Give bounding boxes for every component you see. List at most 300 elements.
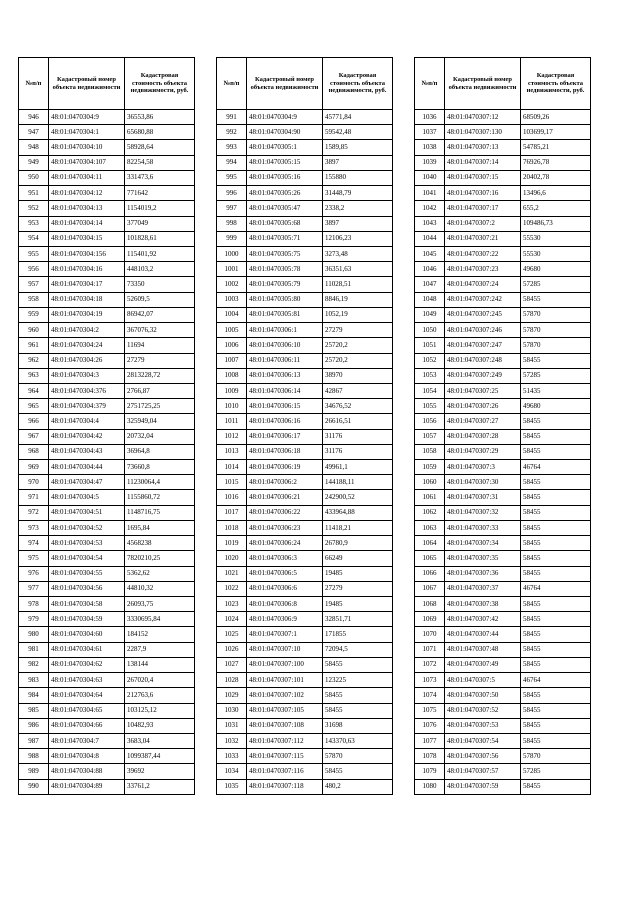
cadastral-number: 48:01:0470307:42 bbox=[445, 612, 521, 627]
cadastral-number: 48:01:0470304:18 bbox=[49, 292, 125, 307]
table-row bbox=[19, 429, 195, 444]
table-row bbox=[217, 688, 393, 703]
cadastral-value: 1154019,2 bbox=[125, 201, 195, 216]
row-number: 996 bbox=[217, 186, 247, 201]
cadastral-number: 48:01:0470304:43 bbox=[49, 444, 125, 459]
cadastral-number: 48:01:0470307:37 bbox=[445, 581, 521, 596]
cadastral-number: 48:01:0470306:16 bbox=[247, 414, 323, 429]
table-row bbox=[19, 155, 195, 170]
table-row bbox=[19, 353, 195, 368]
cadastral-number: 48:01:0470304:56 bbox=[49, 581, 125, 596]
cadastral-value: 3897 bbox=[323, 216, 393, 231]
cadastral-number: 48:01:0470307:57 bbox=[445, 764, 521, 779]
cadastral-value: 7820210,25 bbox=[125, 551, 195, 566]
cadastral-number: 48:01:0470306:5 bbox=[247, 566, 323, 581]
row-number: 967 bbox=[19, 429, 49, 444]
row-number: 1044 bbox=[415, 231, 445, 246]
cadastral-value: 20732,04 bbox=[125, 429, 195, 444]
table-row bbox=[217, 429, 393, 444]
cadastral-number: 48:01:0470307:59 bbox=[445, 779, 521, 794]
header-num: №п/п bbox=[19, 58, 49, 110]
cadastral-value: 46764 bbox=[521, 673, 591, 688]
cadastral-value: 57870 bbox=[521, 338, 591, 353]
cadastral-value: 34676,52 bbox=[323, 399, 393, 414]
row-number: 975 bbox=[19, 551, 49, 566]
row-number: 1069 bbox=[415, 612, 445, 627]
table-row bbox=[415, 231, 591, 246]
row-number: 1021 bbox=[217, 566, 247, 581]
cadastral-number: 48:01:0470307:24 bbox=[445, 277, 521, 292]
cadastral-number: 48:01:0470307:249 bbox=[445, 368, 521, 383]
row-number: 965 bbox=[19, 399, 49, 414]
cadastral-value: 73350 bbox=[125, 277, 195, 292]
cadastral-number: 48:01:0470306:9 bbox=[247, 612, 323, 627]
cadastral-value: 58455 bbox=[521, 779, 591, 794]
table-row bbox=[217, 231, 393, 246]
row-number: 982 bbox=[19, 657, 49, 672]
table-row bbox=[19, 216, 195, 231]
table-row bbox=[19, 383, 195, 398]
row-number: 949 bbox=[19, 155, 49, 170]
row-number: 1004 bbox=[217, 307, 247, 322]
cadastral-number: 48:01:0470304:156 bbox=[49, 246, 125, 261]
cadastral-value: 58455 bbox=[521, 536, 591, 551]
table-row bbox=[217, 170, 393, 185]
cadastral-number: 48:01:0470306:22 bbox=[247, 505, 323, 520]
cadastral-value: 433964,88 bbox=[323, 505, 393, 520]
cadastral-table-1 bbox=[18, 57, 195, 795]
table-row bbox=[19, 262, 195, 277]
table-row bbox=[415, 262, 591, 277]
row-number: 1070 bbox=[415, 627, 445, 642]
cadastral-value: 32851,71 bbox=[323, 612, 393, 627]
cadastral-number: 48:01:0470304:26 bbox=[49, 353, 125, 368]
table-row bbox=[217, 642, 393, 657]
table-row bbox=[217, 216, 393, 231]
row-number: 1059 bbox=[415, 460, 445, 475]
table-row bbox=[217, 597, 393, 612]
cadastral-value: 1099387,44 bbox=[125, 749, 195, 764]
cadastral-value: 68509,26 bbox=[521, 110, 591, 125]
cadastral-value: 52609,5 bbox=[125, 292, 195, 307]
row-number: 1007 bbox=[217, 353, 247, 368]
cadastral-value: 66249 bbox=[323, 551, 393, 566]
row-number: 956 bbox=[19, 262, 49, 277]
table-row bbox=[217, 718, 393, 733]
cadastral-value: 49961,1 bbox=[323, 460, 393, 475]
row-number: 1027 bbox=[217, 657, 247, 672]
cadastral-value: 3683,04 bbox=[125, 733, 195, 748]
table-row bbox=[415, 612, 591, 627]
cadastral-number: 48:01:0470304:379 bbox=[49, 399, 125, 414]
cadastral-number: 48:01:0470305:26 bbox=[247, 186, 323, 201]
table-row bbox=[19, 307, 195, 322]
cadastral-number: 48:01:0470304:4 bbox=[49, 414, 125, 429]
row-number: 1063 bbox=[415, 520, 445, 535]
table-row bbox=[217, 520, 393, 535]
cadastral-number: 48:01:0470304:88 bbox=[49, 764, 125, 779]
cadastral-number: 48:01:0470305:15 bbox=[247, 155, 323, 170]
cadastral-number: 48:01:0470306:23 bbox=[247, 520, 323, 535]
table-row bbox=[217, 399, 393, 414]
table-row bbox=[217, 536, 393, 551]
table-header-row bbox=[415, 58, 591, 110]
table-row bbox=[415, 353, 591, 368]
cadastral-number: 48:01:0470307:27 bbox=[445, 414, 521, 429]
row-number: 994 bbox=[217, 155, 247, 170]
cadastral-number: 48:01:0470307:21 bbox=[445, 231, 521, 246]
cadastral-value: 13496,6 bbox=[521, 186, 591, 201]
table-row bbox=[217, 779, 393, 794]
cadastral-number: 48:01:0470304:42 bbox=[49, 429, 125, 444]
cadastral-number: 48:01:0470304:19 bbox=[49, 307, 125, 322]
row-number: 968 bbox=[19, 444, 49, 459]
cadastral-value: 58455 bbox=[521, 505, 591, 520]
cadastral-number: 48:01:0470307:12 bbox=[445, 110, 521, 125]
row-number: 1043 bbox=[415, 216, 445, 231]
cadastral-number: 48:01:0470304:54 bbox=[49, 551, 125, 566]
cadastral-number: 48:01:0470305:81 bbox=[247, 307, 323, 322]
cadastral-value: 58455 bbox=[521, 566, 591, 581]
row-number: 951 bbox=[19, 186, 49, 201]
table-body bbox=[19, 110, 195, 795]
cadastral-value: 27279 bbox=[323, 323, 393, 338]
row-number: 990 bbox=[19, 779, 49, 794]
cadastral-number: 48:01:0470304:53 bbox=[49, 536, 125, 551]
table-row bbox=[415, 566, 591, 581]
cadastral-value: 44810,32 bbox=[125, 581, 195, 596]
cadastral-number: 48:01:0470305:71 bbox=[247, 231, 323, 246]
cadastral-number: 48:01:0470305:1 bbox=[247, 140, 323, 155]
row-number: 954 bbox=[19, 231, 49, 246]
cadastral-number: 48:01:0470304:90 bbox=[247, 125, 323, 140]
table-row bbox=[19, 505, 195, 520]
table-row bbox=[19, 292, 195, 307]
table-row bbox=[19, 414, 195, 429]
table-row bbox=[217, 733, 393, 748]
cadastral-value: 58455 bbox=[521, 597, 591, 612]
row-number: 1073 bbox=[415, 673, 445, 688]
cadastral-number: 48:01:0470304:51 bbox=[49, 505, 125, 520]
row-number: 1028 bbox=[217, 673, 247, 688]
table-row bbox=[415, 399, 591, 414]
cadastral-value: 143370,63 bbox=[323, 733, 393, 748]
row-number: 969 bbox=[19, 460, 49, 475]
row-number: 1049 bbox=[415, 307, 445, 322]
cadastral-value: 33761,2 bbox=[125, 779, 195, 794]
row-number: 957 bbox=[19, 277, 49, 292]
cadastral-number: 48:01:0470307:16 bbox=[445, 186, 521, 201]
table-row bbox=[19, 612, 195, 627]
table-row bbox=[19, 201, 195, 216]
row-number: 960 bbox=[19, 323, 49, 338]
row-number: 1060 bbox=[415, 475, 445, 490]
header-cadastral-value: Кадастровая стоимость объекта недвижимости, руб. bbox=[125, 58, 195, 110]
cadastral-value: 58455 bbox=[521, 612, 591, 627]
cadastral-number: 48:01:0470307:130 bbox=[445, 125, 521, 140]
cadastral-value: 72094,5 bbox=[323, 642, 393, 657]
table-row bbox=[217, 703, 393, 718]
cadastral-value: 58455 bbox=[521, 353, 591, 368]
header-cadastral-value: Кадастровая стоимость объекта недвижимости, руб. bbox=[323, 58, 393, 110]
cadastral-number: 48:01:0470307:34 bbox=[445, 536, 521, 551]
table-row bbox=[217, 323, 393, 338]
cadastral-value: 267020,4 bbox=[125, 673, 195, 688]
cadastral-number: 48:01:0470307:32 bbox=[445, 505, 521, 520]
header-cadastral-value: Кадастровая стоимость объекта недвижимости, руб. bbox=[521, 58, 591, 110]
cadastral-number: 48:01:0470306:8 bbox=[247, 597, 323, 612]
row-number: 1008 bbox=[217, 368, 247, 383]
cadastral-number: 48:01:0470307:26 bbox=[445, 399, 521, 414]
table-row bbox=[415, 642, 591, 657]
cadastral-number: 48:01:0470307:31 bbox=[445, 490, 521, 505]
cadastral-number: 48:01:0470307:50 bbox=[445, 688, 521, 703]
cadastral-value: 184152 bbox=[125, 627, 195, 642]
row-number: 1071 bbox=[415, 642, 445, 657]
row-number: 988 bbox=[19, 749, 49, 764]
row-number: 1011 bbox=[217, 414, 247, 429]
table-row bbox=[415, 779, 591, 794]
cadastral-number: 48:01:0470306:10 bbox=[247, 338, 323, 353]
row-number: 972 bbox=[19, 505, 49, 520]
cadastral-value: 367076,32 bbox=[125, 323, 195, 338]
row-number: 963 bbox=[19, 368, 49, 383]
row-number: 1024 bbox=[217, 612, 247, 627]
cadastral-value: 377049 bbox=[125, 216, 195, 231]
row-number: 1010 bbox=[217, 399, 247, 414]
row-number: 987 bbox=[19, 733, 49, 748]
cadastral-value: 57870 bbox=[521, 749, 591, 764]
cadastral-value: 10482,93 bbox=[125, 718, 195, 733]
table-row bbox=[217, 262, 393, 277]
cadastral-value: 36553,86 bbox=[125, 110, 195, 125]
table-row bbox=[217, 307, 393, 322]
cadastral-table-2 bbox=[216, 57, 393, 795]
table-row bbox=[415, 277, 591, 292]
table-row bbox=[415, 460, 591, 475]
table-row bbox=[19, 125, 195, 140]
row-number: 1020 bbox=[217, 551, 247, 566]
table-row bbox=[19, 460, 195, 475]
row-number: 961 bbox=[19, 338, 49, 353]
cadastral-number: 48:01:0470306:14 bbox=[247, 383, 323, 398]
cadastral-value: 58455 bbox=[521, 642, 591, 657]
cadastral-number: 48:01:0470307:36 bbox=[445, 566, 521, 581]
cadastral-value: 58455 bbox=[521, 551, 591, 566]
table-header-row bbox=[19, 58, 195, 110]
cadastral-number: 48:01:0470307:108 bbox=[247, 718, 323, 733]
cadastral-number: 48:01:0470306:3 bbox=[247, 551, 323, 566]
header-num: №п/п bbox=[217, 58, 247, 110]
table-row bbox=[415, 505, 591, 520]
table-row bbox=[19, 566, 195, 581]
header-cadastral-number: Кадастровый номер объекта недвижимости bbox=[445, 58, 521, 110]
cadastral-value: 58455 bbox=[521, 733, 591, 748]
cadastral-value: 39692 bbox=[125, 764, 195, 779]
table-row bbox=[217, 338, 393, 353]
cadastral-number: 48:01:0470307:1 bbox=[247, 627, 323, 642]
row-number: 948 bbox=[19, 140, 49, 155]
cadastral-value: 36351,63 bbox=[323, 262, 393, 277]
row-number: 1064 bbox=[415, 536, 445, 551]
row-number: 1038 bbox=[415, 140, 445, 155]
row-number: 1075 bbox=[415, 703, 445, 718]
row-number: 953 bbox=[19, 216, 49, 231]
table-row bbox=[217, 201, 393, 216]
cadastral-number: 48:01:0470307:246 bbox=[445, 323, 521, 338]
cadastral-number: 48:01:0470307:248 bbox=[445, 353, 521, 368]
row-number: 1066 bbox=[415, 566, 445, 581]
cadastral-number: 48:01:0470305:79 bbox=[247, 277, 323, 292]
row-number: 981 bbox=[19, 642, 49, 657]
row-number: 977 bbox=[19, 581, 49, 596]
table-row bbox=[19, 170, 195, 185]
cadastral-value: 11694 bbox=[125, 338, 195, 353]
row-number: 1009 bbox=[217, 383, 247, 398]
cadastral-number: 48:01:0470307:30 bbox=[445, 475, 521, 490]
row-number: 1034 bbox=[217, 764, 247, 779]
cadastral-number: 48:01:0470306:17 bbox=[247, 429, 323, 444]
cadastral-value: 4568238 bbox=[125, 536, 195, 551]
row-number: 1074 bbox=[415, 688, 445, 703]
row-number: 989 bbox=[19, 764, 49, 779]
table-row bbox=[217, 140, 393, 155]
cadastral-value: 19485 bbox=[323, 597, 393, 612]
cadastral-number: 48:01:0470304:16 bbox=[49, 262, 125, 277]
cadastral-number: 48:01:0470307:22 bbox=[445, 246, 521, 261]
row-number: 1023 bbox=[217, 597, 247, 612]
table-row bbox=[415, 170, 591, 185]
table-row bbox=[415, 475, 591, 490]
cadastral-value: 58455 bbox=[521, 657, 591, 672]
row-number: 1079 bbox=[415, 764, 445, 779]
row-number: 946 bbox=[19, 110, 49, 125]
cadastral-number: 48:01:0470304:9 bbox=[49, 110, 125, 125]
row-number: 1019 bbox=[217, 536, 247, 551]
table-row bbox=[415, 749, 591, 764]
table-row bbox=[415, 733, 591, 748]
table-row bbox=[19, 657, 195, 672]
row-number: 984 bbox=[19, 688, 49, 703]
row-number: 1039 bbox=[415, 155, 445, 170]
cadastral-value: 11418,21 bbox=[323, 520, 393, 535]
table-row bbox=[217, 581, 393, 596]
cadastral-number: 48:01:0470304:60 bbox=[49, 627, 125, 642]
table-row bbox=[217, 475, 393, 490]
table-row bbox=[19, 140, 195, 155]
row-number: 1068 bbox=[415, 597, 445, 612]
row-number: 1077 bbox=[415, 733, 445, 748]
row-number: 1015 bbox=[217, 475, 247, 490]
cadastral-number: 48:01:0470307:56 bbox=[445, 749, 521, 764]
cadastral-number: 48:01:0470307:29 bbox=[445, 444, 521, 459]
cadastral-number: 48:01:0470307:3 bbox=[445, 460, 521, 475]
cadastral-value: 103699,17 bbox=[521, 125, 591, 140]
row-number: 1018 bbox=[217, 520, 247, 535]
row-number: 947 bbox=[19, 125, 49, 140]
cadastral-number: 48:01:0470307:17 bbox=[445, 201, 521, 216]
cadastral-number: 48:01:0470306:18 bbox=[247, 444, 323, 459]
table-body bbox=[217, 110, 393, 795]
row-number: 993 bbox=[217, 140, 247, 155]
cadastral-value: 12106,23 bbox=[323, 231, 393, 246]
table-row bbox=[415, 520, 591, 535]
row-number: 1005 bbox=[217, 323, 247, 338]
cadastral-number: 48:01:0470306:11 bbox=[247, 353, 323, 368]
cadastral-value: 3273,48 bbox=[323, 246, 393, 261]
cadastral-value: 46764 bbox=[521, 581, 591, 596]
row-number: 964 bbox=[19, 383, 49, 398]
cadastral-value: 138144 bbox=[125, 657, 195, 672]
cadastral-number: 48:01:0470304:107 bbox=[49, 155, 125, 170]
cadastral-value: 109486,73 bbox=[521, 216, 591, 231]
cadastral-number: 48:01:0470307:242 bbox=[445, 292, 521, 307]
row-number: 1032 bbox=[217, 733, 247, 748]
cadastral-number: 48:01:0470304:12 bbox=[49, 186, 125, 201]
cadastral-number: 48:01:0470307:35 bbox=[445, 551, 521, 566]
row-number: 970 bbox=[19, 475, 49, 490]
cadastral-value: 51435 bbox=[521, 383, 591, 398]
cadastral-number: 48:01:0470307:101 bbox=[247, 673, 323, 688]
cadastral-number: 48:01:0470304:3 bbox=[49, 368, 125, 383]
cadastral-value: 58455 bbox=[521, 429, 591, 444]
cadastral-number: 48:01:0470307:53 bbox=[445, 718, 521, 733]
table-row bbox=[217, 673, 393, 688]
table-row bbox=[217, 186, 393, 201]
cadastral-value: 101828,61 bbox=[125, 231, 195, 246]
row-number: 1057 bbox=[415, 429, 445, 444]
table-row bbox=[19, 368, 195, 383]
table-row bbox=[415, 414, 591, 429]
row-number: 998 bbox=[217, 216, 247, 231]
row-number: 1012 bbox=[217, 429, 247, 444]
table-row bbox=[217, 292, 393, 307]
table-row bbox=[19, 688, 195, 703]
cadastral-value: 26093,75 bbox=[125, 597, 195, 612]
cadastral-value: 58455 bbox=[521, 292, 591, 307]
table-row bbox=[415, 307, 591, 322]
cadastral-number: 48:01:0470307:102 bbox=[247, 688, 323, 703]
table-row bbox=[19, 627, 195, 642]
table-row bbox=[217, 460, 393, 475]
cadastral-value: 242900,52 bbox=[323, 490, 393, 505]
cadastral-value: 49680 bbox=[521, 262, 591, 277]
cadastral-value: 55530 bbox=[521, 231, 591, 246]
table-row bbox=[217, 612, 393, 627]
row-number: 1029 bbox=[217, 688, 247, 703]
table-row bbox=[19, 718, 195, 733]
cadastral-number: 48:01:0470304:58 bbox=[49, 597, 125, 612]
cadastral-number: 48:01:0470307:28 bbox=[445, 429, 521, 444]
cadastral-value: 31176 bbox=[323, 429, 393, 444]
cadastral-value: 1052,19 bbox=[323, 307, 393, 322]
cadastral-value: 5362,62 bbox=[125, 566, 195, 581]
cadastral-value: 46764 bbox=[521, 460, 591, 475]
row-number: 1033 bbox=[217, 749, 247, 764]
cadastral-number: 48:01:0470307:112 bbox=[247, 733, 323, 748]
cadastral-number: 48:01:0470306:1 bbox=[247, 323, 323, 338]
row-number: 1055 bbox=[415, 399, 445, 414]
cadastral-number: 48:01:0470307:49 bbox=[445, 657, 521, 672]
cadastral-value: 58455 bbox=[323, 657, 393, 672]
table-row bbox=[19, 323, 195, 338]
cadastral-value: 2287,9 bbox=[125, 642, 195, 657]
header-cadastral-number: Кадастровый номер объекта недвижимости bbox=[247, 58, 323, 110]
row-number: 1050 bbox=[415, 323, 445, 338]
table-row bbox=[19, 186, 195, 201]
cadastral-number: 48:01:0470307:10 bbox=[247, 642, 323, 657]
row-number: 1017 bbox=[217, 505, 247, 520]
